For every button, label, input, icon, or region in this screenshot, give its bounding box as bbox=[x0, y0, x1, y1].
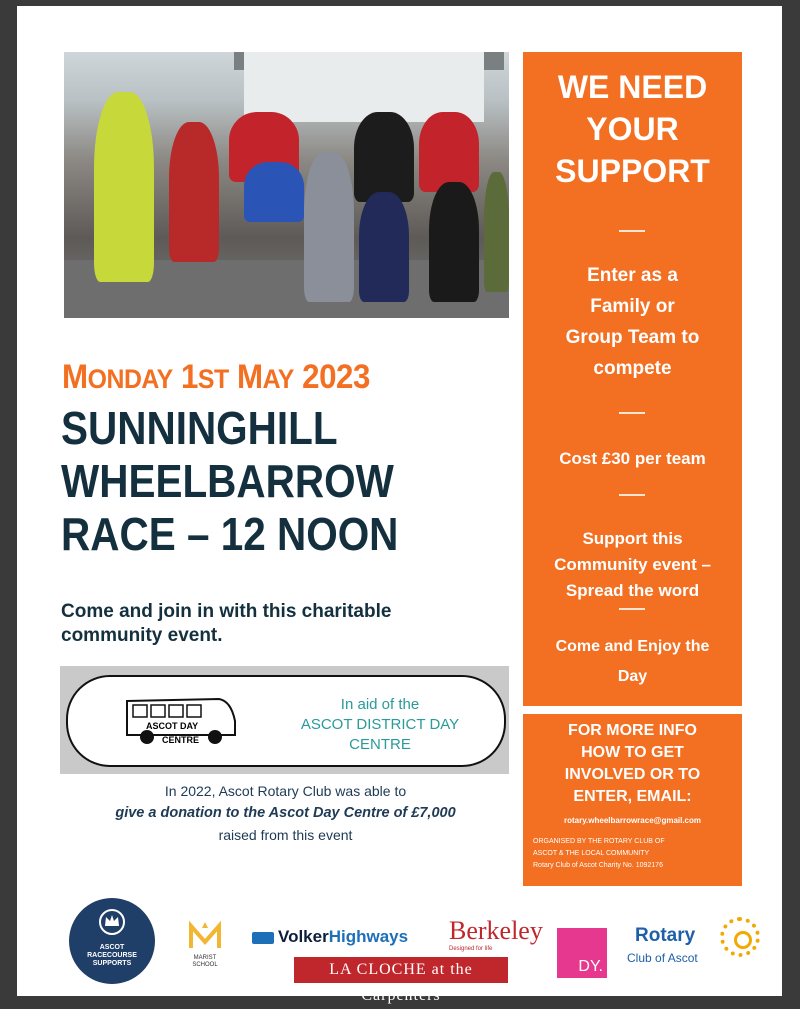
support-heading: WE NEED YOUR SUPPORT bbox=[555, 69, 710, 189]
organiser-text: ORGANISED BY THE ROTARY CLUB OF ASCOT & THE LOCAL COMMUNITY Rotary Club of Ascot Charity No. 1092176 bbox=[533, 838, 665, 869]
rotary-logo: Rotary bbox=[635, 925, 696, 946]
date-day: MONDAY bbox=[62, 358, 173, 396]
rotary-subtitle: Club of Ascot bbox=[627, 951, 698, 965]
cost-text: Cost £30 per team bbox=[559, 449, 706, 468]
enter-text: Enter as a Family or Group Team to compete bbox=[565, 265, 700, 379]
race-photo bbox=[64, 52, 509, 318]
info-panel bbox=[523, 714, 742, 886]
marist-school-logo: MARIST SCHOOL bbox=[180, 920, 230, 969]
aid-text: In aid of the ASCOT DISTRICT DAY CENTRE bbox=[300, 696, 460, 753]
marist-m-icon bbox=[188, 920, 222, 950]
berkeley-tagline: Designed for life bbox=[449, 946, 493, 952]
volker-mark-icon bbox=[252, 932, 274, 944]
contact-email[interactable]: rotary.wheelbarrowrace@gmail.com bbox=[563, 816, 702, 825]
volker-highways-logo: VolkerHighways bbox=[252, 927, 408, 947]
info-heading: FOR MORE INFO HOW TO GET INVOLVED OR TO ENTER, EMAIL: bbox=[564, 722, 701, 805]
divider bbox=[619, 494, 645, 496]
dy-logo: DY. bbox=[557, 928, 607, 978]
donation-text: In 2022, Ascot Rotary Club was able to give a donation to the Ascot Day Centre of £7,000 raised from this event bbox=[115, 783, 456, 843]
support-panel bbox=[523, 52, 742, 706]
poster bbox=[17, 6, 782, 1004]
la-cloche-logo: LA CLOCHE at the Carpenters bbox=[294, 957, 508, 983]
date-month: MAY bbox=[236, 358, 294, 396]
ascot-racecourse-logo: ASCOT RACECOURSE SUPPORTS bbox=[69, 898, 155, 984]
intro-text: Come and join in with this charitable community event. bbox=[61, 601, 392, 646]
crown-icon bbox=[98, 908, 126, 938]
day-centre-banner: ASCOT DAY CENTRE In aid of the ASCOT DISTRICT DAY CENTRE bbox=[60, 666, 509, 774]
divider bbox=[619, 608, 645, 610]
rotary-wheel-icon bbox=[720, 917, 760, 957]
enjoy-text: Come and Enjoy the Day bbox=[555, 638, 710, 685]
divider bbox=[619, 412, 645, 414]
spread-text: Support this Community event – Spread the word bbox=[554, 529, 711, 600]
date-number: 1ST bbox=[180, 358, 229, 396]
divider bbox=[619, 230, 645, 232]
date-year: 2023 bbox=[302, 358, 370, 396]
event-title: SUNNINGHILL WHEELBARROW RACE – 12 NOON bbox=[61, 402, 399, 560]
berkeley-logo: Berkeley bbox=[449, 916, 543, 945]
event-date bbox=[62, 358, 370, 397]
